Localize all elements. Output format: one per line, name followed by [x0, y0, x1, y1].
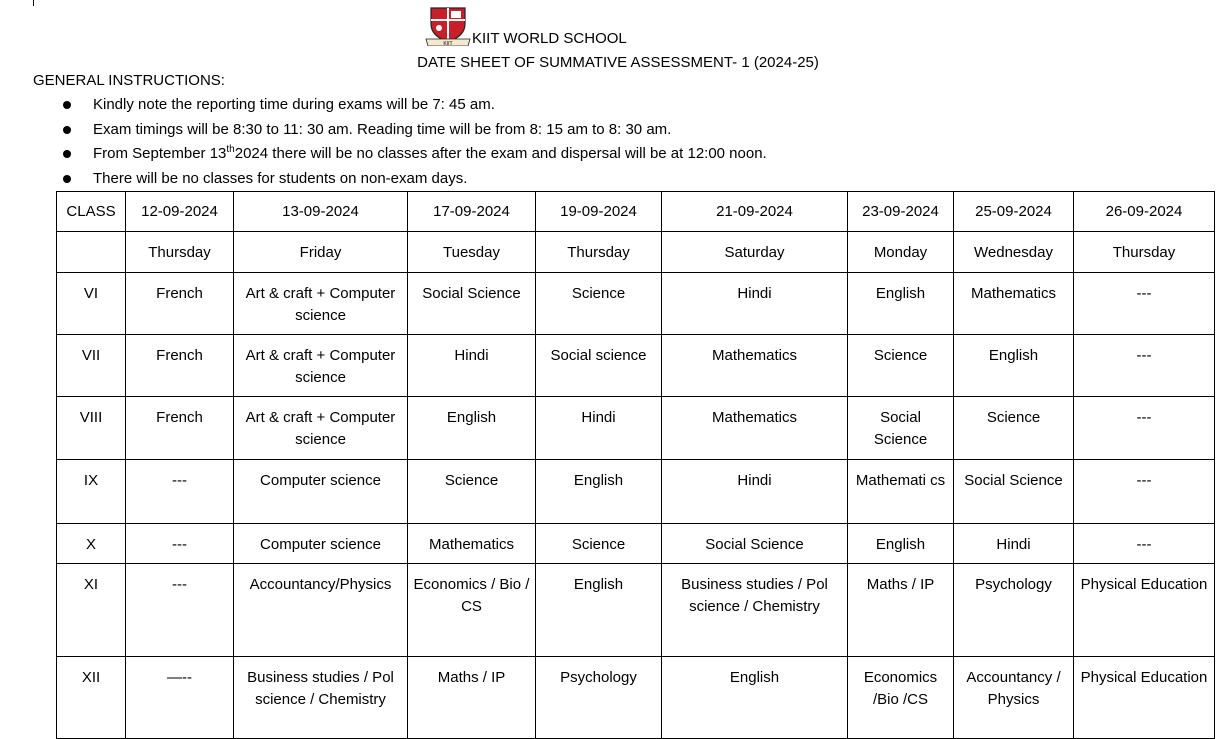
day-cell-date-3: Tuesday — [408, 232, 536, 273]
cell-date-6: Science — [848, 335, 954, 397]
day-cell-date-4: Thursday — [536, 232, 662, 273]
day-cell-date-2: Friday — [234, 232, 408, 273]
cell-date-1: French — [126, 273, 234, 335]
cell-date-4: English — [536, 460, 662, 524]
cell-date-6: Social Science — [848, 397, 954, 460]
table-row — [57, 564, 1215, 657]
bullet-icon — [63, 101, 71, 109]
cell-date-2: Art & craft + Computer science — [234, 273, 408, 335]
cell-date-5: Mathematics — [662, 397, 848, 460]
cell-date-3: English — [408, 397, 536, 460]
cell-date-8: --- — [1074, 397, 1215, 460]
cell-date-5: Social Science — [662, 524, 848, 564]
cell-class: IX — [57, 460, 126, 524]
instruction-text-sup: th — [226, 144, 235, 155]
day-cell-class — [57, 232, 126, 273]
cell-date-2: Computer science — [234, 524, 408, 564]
page-header — [0, 3, 1226, 73]
cell-class: VI — [57, 273, 126, 335]
header-cell-date-2: 13-09-2024 — [234, 192, 408, 232]
instruction-text: Exam timings will be 8:30 to 11: 30 am. Reading time will be from 8: 15 am to 8: 30 am. — [93, 120, 672, 138]
cell-date-1: --- — [126, 460, 234, 524]
cell-date-7: Accountancy / Physics — [954, 657, 1074, 739]
cell-class: VIII — [57, 397, 126, 460]
cell-date-3: Maths / IP — [408, 657, 536, 739]
cell-date-3: Science — [408, 460, 536, 524]
cell-date-4: Social science — [536, 335, 662, 397]
cell-date-4: Hindi — [536, 397, 662, 460]
header-cell-date-5: 21-09-2024 — [662, 192, 848, 232]
cell-date-6: Mathemati cs — [848, 460, 954, 524]
date-sheet-table-wrapper — [56, 191, 1215, 739]
instruction-item — [60, 144, 767, 169]
cell-class: XI — [57, 564, 126, 657]
cell-date-1: --- — [126, 524, 234, 564]
cell-date-7: Mathematics — [954, 273, 1074, 335]
cell-date-2: Art & craft + Computer science — [234, 335, 408, 397]
cell-date-5: Mathematics — [662, 335, 848, 397]
bullet-icon — [63, 126, 71, 134]
cell-date-2: Computer science — [234, 460, 408, 524]
cell-date-3: Social Science — [408, 273, 536, 335]
cell-date-8: --- — [1074, 524, 1215, 564]
cell-date-8: --- — [1074, 273, 1215, 335]
cell-date-7: Science — [954, 397, 1074, 460]
logo-text: KIIT — [443, 41, 453, 46]
cell-date-2: Business studies / Pol science / Chemistry — [234, 657, 408, 739]
cell-date-8: --- — [1074, 335, 1215, 397]
cell-date-1: French — [126, 397, 234, 460]
table-row — [57, 460, 1215, 524]
table-header-row — [57, 192, 1215, 232]
instruction-item — [60, 95, 767, 120]
cell-date-3: Economics / Bio / CS — [408, 564, 536, 657]
date-sheet-table — [56, 191, 1215, 739]
cell-date-5: Hindi — [662, 273, 848, 335]
header-cell-date-6: 23-09-2024 — [848, 192, 954, 232]
cell-date-3: Hindi — [408, 335, 536, 397]
cell-date-5: Hindi — [662, 460, 848, 524]
cell-date-4: Psychology — [536, 657, 662, 739]
cell-date-6: Economics /Bio /CS — [848, 657, 954, 739]
header-cell-class: CLASS — [57, 192, 126, 232]
header-cell-date-1: 12-09-2024 — [126, 192, 234, 232]
instructions-list — [60, 95, 767, 193]
cell-date-7: Hindi — [954, 524, 1074, 564]
day-cell-date-6: Monday — [848, 232, 954, 273]
cell-date-6: English — [848, 524, 954, 564]
cell-date-8: Physical Education — [1074, 564, 1215, 657]
header-cell-date-4: 19-09-2024 — [536, 192, 662, 232]
header-cell-date-8: 26-09-2024 — [1074, 192, 1215, 232]
table-row — [57, 397, 1215, 460]
instructions-heading: GENERAL INSTRUCTIONS: — [33, 72, 225, 89]
instruction-text-pre: From September 13 — [93, 145, 227, 162]
cell-date-4: English — [536, 564, 662, 657]
day-cell-date-8: Thursday — [1074, 232, 1215, 273]
header-cell-date-7: 25-09-2024 — [954, 192, 1074, 232]
cell-class: XII — [57, 657, 126, 739]
table-row — [57, 335, 1215, 397]
instruction-text: There will be no classes for students on non-exam days. — [93, 169, 468, 187]
page-title: DATE SHEET OF SUMMATIVE ASSESSMENT- 1 (2024-25) — [417, 54, 819, 71]
instruction-text: Kindly note the reporting time during exams will be 7: 45 am. — [93, 96, 495, 113]
day-cell-date-7: Wednesday — [954, 232, 1074, 273]
cell-date-3: Mathematics — [408, 524, 536, 564]
cell-date-4: Science — [536, 524, 662, 564]
cell-date-1: —-- — [126, 657, 234, 739]
cell-date-1: French — [126, 335, 234, 397]
cell-date-5: Business studies / Pol science / Chemistry — [662, 564, 848, 657]
instruction-item — [60, 169, 767, 194]
cell-date-1: --- — [126, 564, 234, 657]
school-name: KIIT WORLD SCHOOL — [472, 30, 627, 47]
cell-date-5: English — [662, 657, 848, 739]
table-row — [57, 273, 1215, 335]
bullet-icon — [63, 175, 71, 183]
day-cell-date-5: Saturday — [662, 232, 848, 273]
cell-date-2: Accountancy/Physics — [234, 564, 408, 657]
day-cell-date-1: Thursday — [126, 232, 234, 273]
cell-date-7: Psychology — [954, 564, 1074, 657]
cell-date-6: Maths / IP — [848, 564, 954, 657]
bullet-icon — [63, 150, 71, 158]
cell-date-6: English — [848, 273, 954, 335]
cell-date-2: Art & craft + Computer science — [234, 397, 408, 460]
cell-date-4: Science — [536, 273, 662, 335]
instruction-item — [60, 120, 767, 145]
cell-date-7: English — [954, 335, 1074, 397]
table-day-row — [57, 232, 1215, 273]
cell-date-8: Physical Education — [1074, 657, 1215, 739]
header-cell-date-3: 17-09-2024 — [408, 192, 536, 232]
cell-class: X — [57, 524, 126, 564]
table-row — [57, 657, 1215, 739]
school-logo — [425, 6, 471, 46]
instruction-text-post: 2024 there will be no classes after the exam and dispersal will be at 12:00 noon. — [234, 145, 767, 162]
cell-date-7: Social Science — [954, 460, 1074, 524]
table-row — [57, 524, 1215, 564]
cell-class: VII — [57, 335, 126, 397]
cell-date-8: --- — [1074, 460, 1215, 524]
